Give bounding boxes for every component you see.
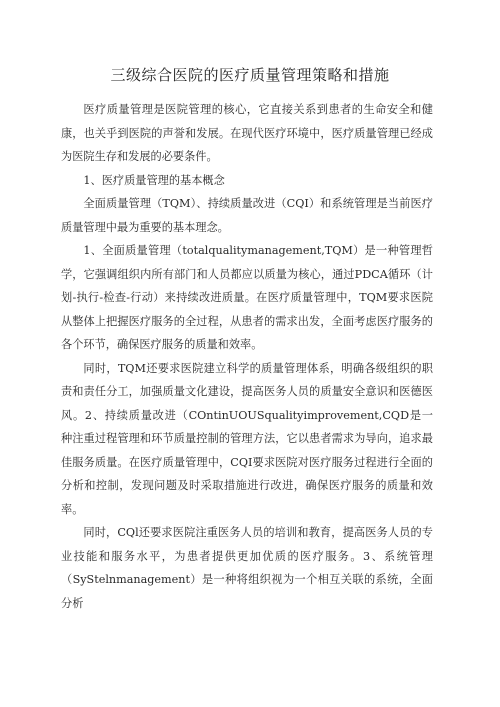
paragraph-core-concepts: 全面质量管理（TQM）、持续质量改进（CQI）和系统管理是当前医疗质量管理中最为重要的基本理念。 xyxy=(61,197,433,234)
paragraph-tqm: 1、全面质量管理（totalqualitymanagement,TQM）是一种管理哲学，它强调组织内所有部门和人员都应以质量为核心，通过PDCA循环（计划-执行-检查-行动）来持续改进质量。在医疗质量管理中，TQM要求医院从整体上把握医疗服务的全过程，从患者的需求出发，全面考虑医疗服务的各个环节，确保医疗服务的质量和效率。 xyxy=(61,244,433,351)
document-title: 三级综合医院的医疗质量管理策略和措施 xyxy=(110,66,390,84)
paragraph-tqm-cqi: 同时，TQM还要求医院建立科学的质量管理体系，明确各级组织的职责和责任分工，加强质量文化建设，提高医务人员的质量安全意识和医德医风。2、持续质量改进（COntinUOUSqualityimprovement,CQD是一种注重过程管理和环节质量控制的管理方法，它以患者需求为导向，追求最佳服务质量。在医疗质量管理中，CQI要求医院对医疗服务过程进行全面的分析和控制，发现问题及时采取措施进行改进，确保医疗服务的质量和效率。 xyxy=(61,361,433,516)
paragraph-cqi-system: 同时，CQl还要求医院注重医务人员的培训和教育，提高医务人员的专业技能和服务水平，为患者提供更加优质的医疗服务。3、系统管理（SyStelnmanagement）是一种将组织视为一个相互关联的系统，全面分析 xyxy=(61,526,433,610)
document-body xyxy=(61,98,433,615)
paragraph-intro: 医疗质量管理是医院管理的核心，它直接关系到患者的生命安全和健康，也关乎到医院的声誉和发展。在现代医疗环境中，医疗质量管理已经成为医院生存和发展的必要条件。 xyxy=(61,103,433,163)
section-heading-basic-concepts: 1、医疗质量管理的基本概念 xyxy=(83,173,225,187)
